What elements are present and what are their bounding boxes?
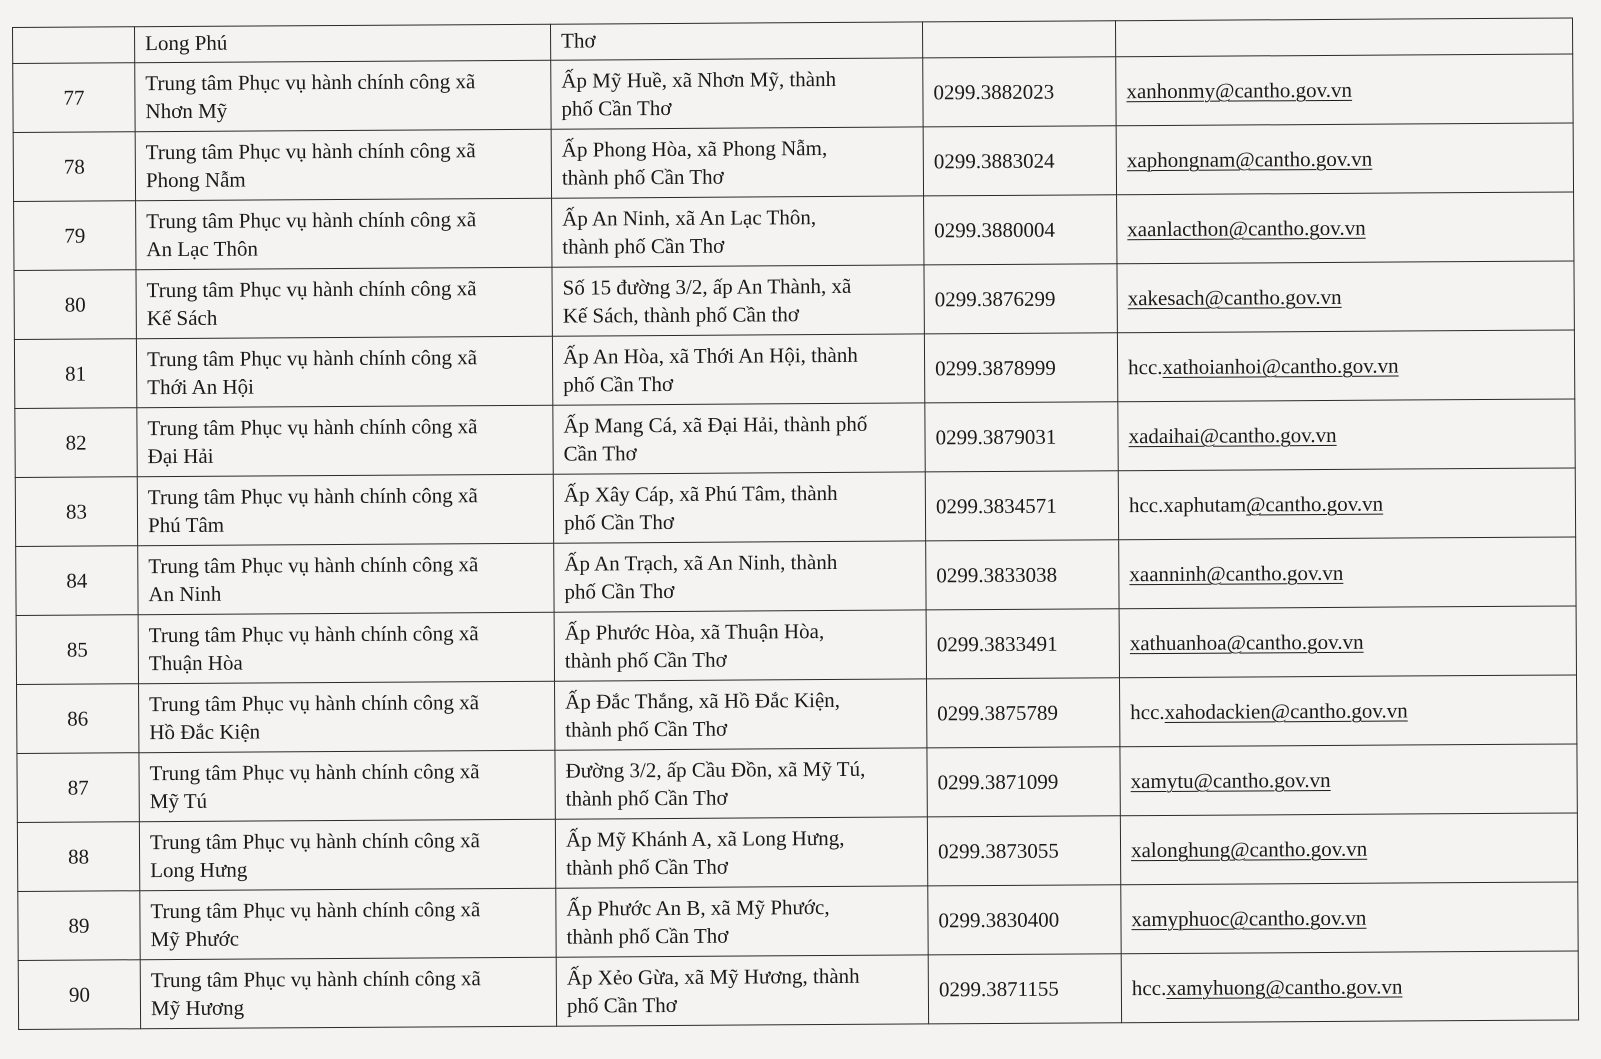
stt-cell: 89 — [18, 891, 140, 961]
email-cell — [1115, 18, 1572, 57]
phone-cell: 0299.3879031 — [925, 402, 1118, 472]
table-row — [15, 468, 1575, 547]
name-line: Trung tâm Phục vụ hành chính công xã — [147, 483, 478, 510]
email-cell — [1120, 744, 1577, 816]
table-body — [13, 18, 1579, 1030]
address-line: phố Cần Thơ — [563, 371, 674, 397]
stt-cell: 77 — [13, 63, 135, 133]
address-cell — [555, 817, 927, 888]
name-cell — [140, 957, 556, 1029]
table-row — [14, 330, 1574, 409]
address-line: Ấp Xẻo Gừa, xã Mỹ Hương, thành — [566, 963, 860, 990]
email-link[interactable]: xahodackien@cantho.gov.vn — [1164, 698, 1408, 724]
name-line: Trung tâm Phục vụ hành chính công xã — [145, 69, 476, 96]
name-line: Hồ Đắc Kiện — [149, 719, 261, 745]
stt-cell: 80 — [14, 270, 136, 340]
name-line: Trung tâm Phục vụ hành chính công xã — [148, 552, 479, 579]
email-link[interactable]: xamyphuoc@cantho.gov.vn — [1131, 905, 1367, 932]
name-line: Đại Hải — [147, 443, 214, 469]
table-row — [16, 537, 1576, 616]
phone-cell: 0299.3875789 — [926, 678, 1119, 748]
name-line: Mỹ Hương — [150, 995, 245, 1021]
address-cell — [554, 610, 926, 681]
name-line: Trung tâm Phục vụ hành chính công xã — [149, 690, 480, 717]
name-line: Mỹ Tú — [149, 788, 208, 814]
email-cell — [1117, 261, 1574, 333]
name-line: Thới An Hội — [147, 374, 255, 400]
table-row — [14, 261, 1574, 340]
stt-cell: 85 — [16, 615, 138, 685]
address-cell — [552, 196, 924, 267]
address-line: Ấp Mang Cá, xã Đại Hải, thành phố — [563, 411, 868, 438]
address-line: Ấp Phước Hòa, xã Thuận Hòa, — [564, 619, 825, 645]
table-row — [15, 399, 1575, 478]
address-line: thành phố Cần Thơ — [566, 923, 729, 949]
email-address[interactable] — [1130, 630, 1364, 655]
name-cell — [139, 750, 555, 822]
address-cell — [551, 127, 923, 198]
name-line: Trung tâm Phục vụ hành chính công xã — [147, 414, 478, 441]
email-link[interactable]: xamytu@cantho.gov.vn — [1130, 767, 1331, 794]
email-address[interactable] — [1129, 492, 1383, 518]
email-cell — [1117, 192, 1574, 264]
name-line: Thuận Hòa — [148, 650, 243, 676]
name-line: Trung tâm Phục vụ hành chính công xã — [149, 759, 480, 786]
email-cell — [1119, 606, 1576, 678]
email-link[interactable]: xadaihai@cantho.gov.vn — [1128, 422, 1337, 449]
table-row — [17, 744, 1577, 823]
address-cell — [554, 541, 926, 612]
phone-cell: 0299.3878999 — [924, 333, 1117, 403]
name-line: Trung tâm Phục vụ hành chính công xã — [148, 621, 479, 648]
email-address[interactable] — [1127, 216, 1366, 241]
name-line: Trung tâm Phục vụ hành chính công xã — [150, 897, 481, 924]
email-link[interactable]: xaanninh@cantho.gov.vn — [1129, 560, 1344, 587]
phone-cell: 0299.3880004 — [924, 195, 1117, 265]
table-row — [16, 606, 1576, 685]
name-cell — [135, 129, 551, 201]
phone-cell: 0299.3876299 — [924, 264, 1117, 334]
table-row — [13, 123, 1573, 202]
name-line: An Ninh — [148, 581, 222, 607]
stt-cell: 78 — [13, 132, 135, 202]
name-cell — [139, 681, 555, 753]
phone-cell: 0299.3882023 — [923, 57, 1116, 127]
email-address[interactable] — [1129, 561, 1343, 586]
email-link[interactable]: xaphongnam@cantho.gov.vn — [1126, 146, 1373, 173]
address-line: Cần Thơ — [563, 441, 637, 466]
email-cell — [1119, 675, 1576, 747]
stt-cell: 81 — [14, 339, 136, 409]
name-cell — [139, 819, 555, 891]
contact-table — [12, 17, 1579, 1030]
email-address[interactable] — [1128, 285, 1342, 310]
name-line: Trung tâm Phục vụ hành chính công xã — [146, 345, 478, 372]
address-line: Ấp Đắc Thắng, xã Hồ Đắc Kiện, — [565, 687, 841, 714]
email-link[interactable]: xamyhuong@cantho.gov.vn — [1166, 974, 1403, 1000]
email-cell — [1117, 330, 1574, 402]
address-line: thành phố Cần Thơ — [561, 164, 724, 190]
name-cell: Long Phú — [135, 24, 551, 63]
email-address[interactable] — [1131, 906, 1366, 931]
stt-cell — [13, 27, 135, 64]
address-line: Đường 3/2, ấp Cầu Đồn, xã Mỹ Tú, — [565, 756, 866, 783]
email-link[interactable]: xanhonmy@cantho.gov.vn — [1126, 77, 1353, 104]
table-row — [17, 675, 1577, 754]
name-cell — [137, 405, 553, 477]
name-line: Trung tâm Phục vụ hành chính công xã — [146, 276, 477, 303]
email-link[interactable]: xathuanhoa@cantho.gov.vn — [1129, 629, 1364, 656]
email-link[interactable]: xakesach@cantho.gov.vn — [1127, 284, 1342, 311]
email-prefix: hcc.xaphutam — [1128, 492, 1247, 518]
phone-cell: 0299.3830400 — [928, 885, 1121, 955]
email-address[interactable] — [1128, 423, 1336, 448]
address-cell — [552, 334, 924, 405]
table-row — [13, 54, 1573, 133]
email-prefix: hcc. — [1131, 975, 1167, 1001]
name-cell — [136, 336, 552, 408]
name-line: Long Hưng — [150, 857, 248, 883]
phone-cell: 0299.3871155 — [928, 954, 1121, 1024]
name-cell — [136, 267, 552, 339]
email-address[interactable] — [1127, 147, 1373, 172]
address-line: Kế Sách, thành phố Cần thơ — [562, 302, 800, 328]
name-cell — [135, 60, 551, 132]
stt-cell: 88 — [17, 822, 139, 892]
phone-cell: 0299.3871099 — [927, 747, 1120, 817]
address-cell — [553, 403, 925, 474]
address-line: thành phố Cần Thơ — [562, 233, 725, 259]
address-cell — [553, 472, 925, 543]
address-line: thành phố Cần Thơ — [565, 716, 728, 742]
email-address[interactable] — [1126, 78, 1352, 103]
address-line: thành phố Cần Thơ — [566, 854, 729, 880]
address-cell — [552, 265, 924, 336]
address-cell — [556, 955, 928, 1026]
table-row — [18, 882, 1578, 961]
phone-cell: 0299.3833491 — [926, 609, 1119, 679]
name-cell — [136, 198, 552, 270]
name-line: Kế Sách — [146, 305, 218, 331]
address-line: Ấp An Ninh, xã An Lạc Thôn, — [562, 205, 817, 231]
stt-cell: 79 — [14, 201, 136, 271]
email-cell — [1118, 468, 1575, 540]
stt-cell: 86 — [17, 684, 139, 754]
email-address[interactable] — [1128, 354, 1399, 380]
address-line: Ấp Phong Hòa, xã Phong Nẫm, — [561, 136, 828, 162]
address-line: thành phố Cần Thơ — [565, 785, 728, 811]
email-address[interactable] — [1132, 975, 1403, 1001]
address-line: phố Cần Thơ — [563, 509, 674, 535]
address-line: Ấp Phước An B, xã Mỹ Phước, — [566, 895, 830, 921]
address-line: Ấp Mỹ Huề, xã Nhơn Mỹ, thành — [561, 66, 837, 93]
email-cell — [1120, 813, 1577, 885]
email-cell — [1116, 54, 1573, 126]
stt-cell: 90 — [18, 960, 140, 1030]
address-line: phố Cần Thơ — [561, 95, 672, 121]
email-link[interactable]: @cantho.gov.vn — [1246, 491, 1384, 517]
name-line: An Lạc Thôn — [146, 236, 259, 262]
name-line: Phong Nẫm — [145, 167, 246, 193]
address-line: Số 15 đường 3/2, ấp An Thành, xã — [562, 273, 852, 300]
stt-cell: 87 — [17, 753, 139, 823]
email-address[interactable] — [1131, 768, 1331, 793]
email-link[interactable]: xaanlacthon@cantho.gov.vn — [1127, 215, 1366, 242]
address-cell — [551, 58, 923, 129]
email-cell — [1119, 537, 1576, 609]
address-line: thành phố Cần Thơ — [564, 647, 727, 673]
name-line: Mỹ Phước — [150, 926, 240, 952]
phone-cell: 0299.3883024 — [923, 126, 1116, 196]
address-cell — [556, 886, 928, 957]
email-prefix: hcc. — [1128, 354, 1163, 380]
phone-cell: 0299.3873055 — [927, 816, 1120, 886]
name-line: Phú Tâm — [147, 512, 225, 538]
address-line: Ấp Mỹ Khánh A, xã Long Hưng, — [565, 825, 845, 852]
table-row — [14, 192, 1574, 271]
stt-cell: 84 — [16, 546, 138, 616]
name-line: Trung tâm Phục vụ hành chính công xã — [149, 828, 481, 855]
name-line: Trung tâm Phục vụ hành chính công xã — [150, 966, 481, 993]
email-link[interactable]: xathoianhoi@cantho.gov.vn — [1162, 353, 1399, 379]
name-line: Nhơn Mỹ — [145, 98, 228, 124]
phone-cell — [922, 21, 1115, 58]
stt-cell: 82 — [15, 408, 137, 478]
name-cell — [138, 543, 554, 615]
name-cell — [137, 474, 553, 546]
email-address[interactable] — [1130, 698, 1408, 724]
name-line: Trung tâm Phục vụ hành chính công xã — [145, 138, 476, 165]
email-cell — [1118, 399, 1575, 471]
table-row — [17, 813, 1577, 892]
email-address[interactable] — [1131, 837, 1367, 862]
email-prefix: hcc. — [1130, 699, 1165, 725]
address-cell: Thơ — [550, 22, 922, 60]
table-row — [18, 951, 1578, 1030]
phone-cell: 0299.3833038 — [926, 540, 1119, 610]
address-line: Ấp Xây Cáp, xã Phú Tâm, thành — [563, 480, 838, 507]
email-cell — [1121, 882, 1578, 954]
address-cell — [555, 679, 927, 750]
address-line: phố Cần Thơ — [566, 992, 677, 1018]
name-line: Trung tâm Phục vụ hành chính công xã — [146, 207, 477, 234]
address-line: Ấp An Hòa, xã Thới An Hội, thành — [562, 342, 858, 369]
stt-cell: 83 — [15, 477, 137, 547]
email-link[interactable]: xalonghung@cantho.gov.vn — [1130, 836, 1368, 863]
name-cell — [140, 888, 556, 960]
email-cell — [1121, 951, 1578, 1023]
phone-cell: 0299.3834571 — [925, 471, 1118, 541]
email-cell — [1116, 123, 1573, 195]
name-cell — [138, 612, 554, 684]
address-line: Ấp An Trạch, xã An Ninh, thành — [564, 549, 838, 576]
address-cell — [555, 748, 927, 819]
address-line: phố Cần Thơ — [564, 578, 675, 604]
